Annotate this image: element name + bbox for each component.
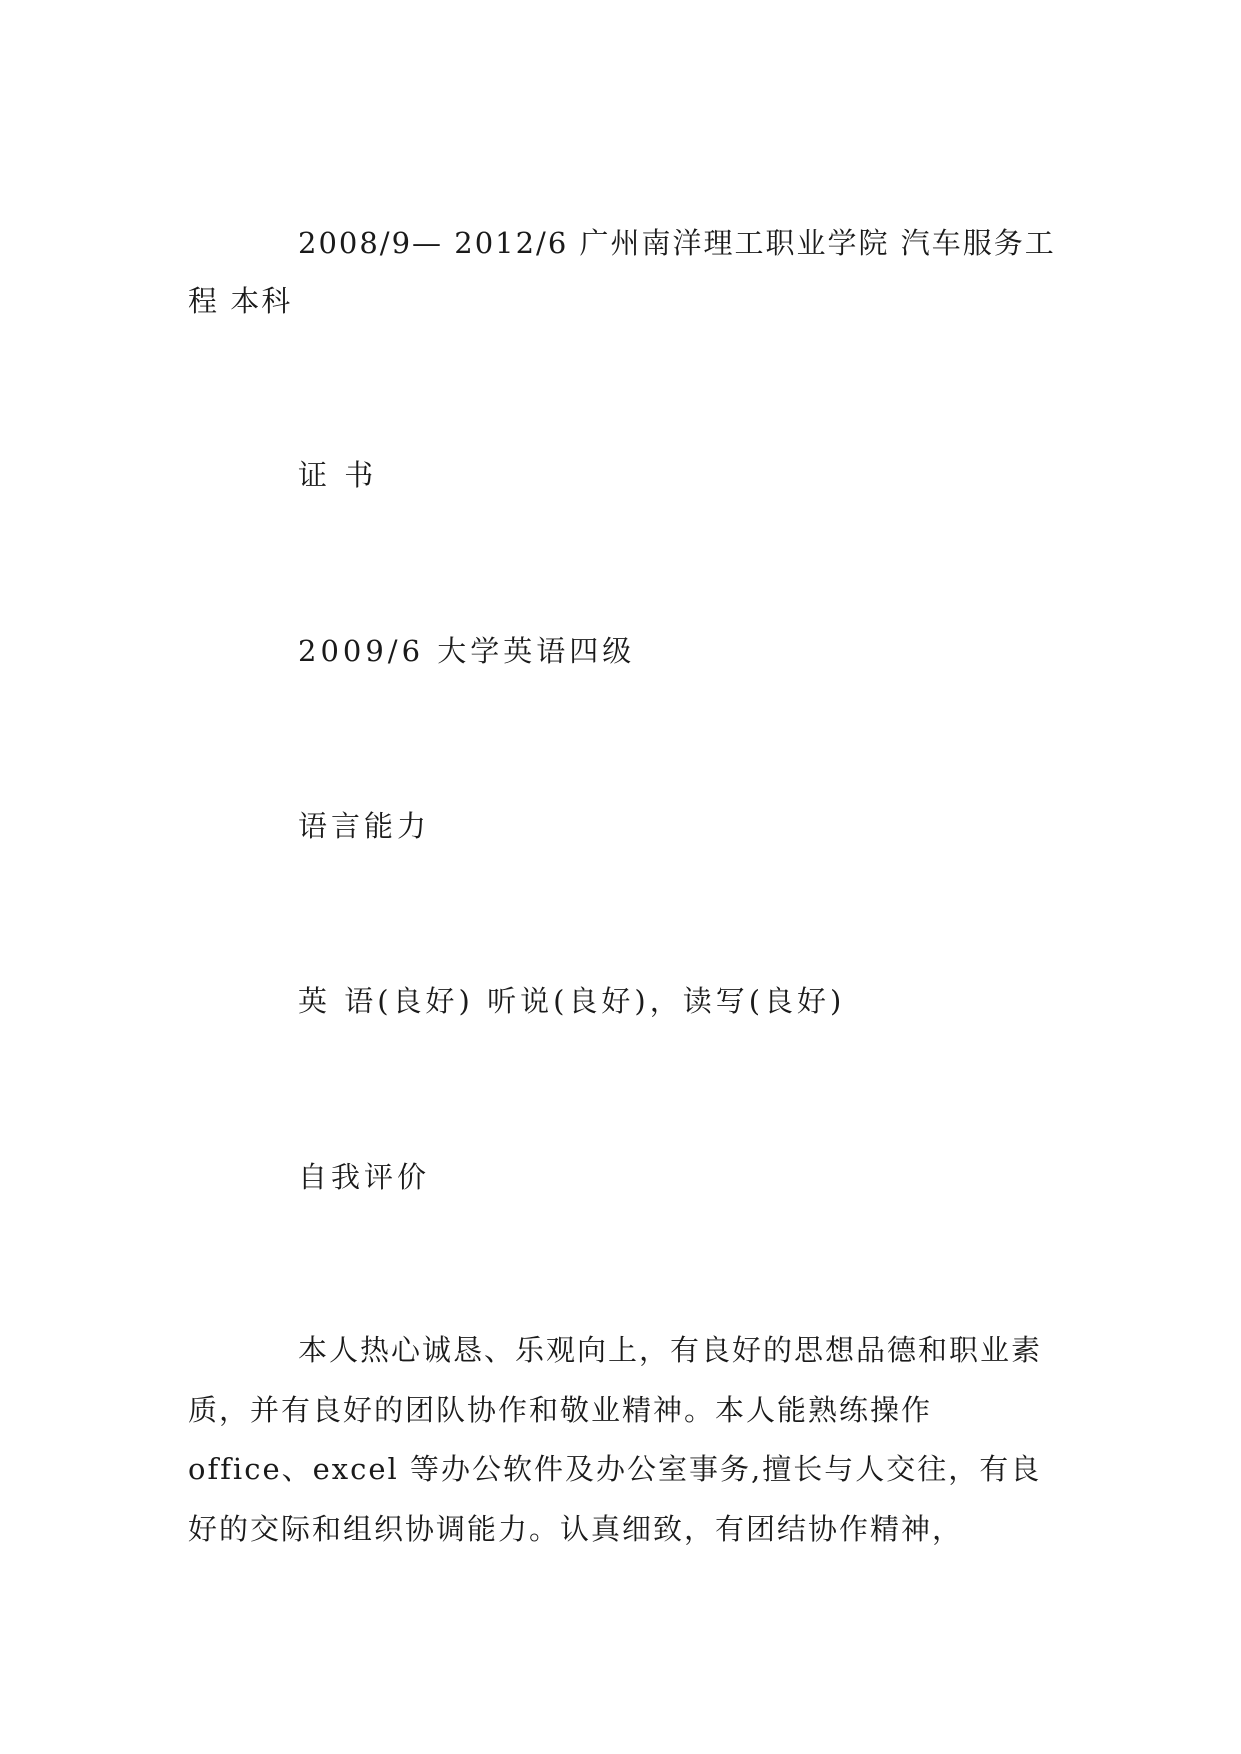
self-evaluation-heading: 自我评价 bbox=[298, 1160, 431, 1194]
certificate-heading: 证 书 bbox=[298, 458, 378, 492]
education-entry: 2008/9— 2012/6 广州南洋理工职业学院 汽车服务工程 本科 bbox=[188, 226, 1056, 318]
self-evaluation-text: 本人热心诚恳、乐观向上，有良好的思想品德和职业素质，并有良好的团队协作和敬业精神。本人能熟练操作 office、excel 等办公软件及办公室事务,擅长与人交往，有良好的交际和组织协调能力。认真细致，有团结协作精神， bbox=[188, 1333, 1043, 1546]
language-heading: 语言能力 bbox=[298, 809, 431, 843]
language-item: 英 语(良好) 听说(良好)，读写(良好) bbox=[298, 984, 846, 1018]
certificate-item: 2009/6 大学英语四级 bbox=[298, 634, 636, 668]
